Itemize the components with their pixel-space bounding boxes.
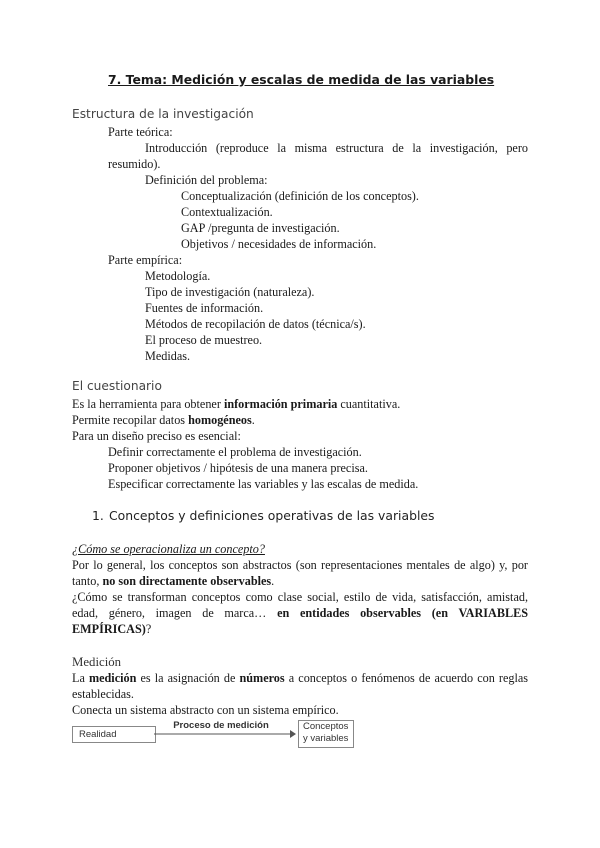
arrow-icon (154, 728, 296, 740)
arrow-label: Proceso de medición (173, 720, 269, 731)
list-item: Metodología. (145, 269, 211, 283)
question-heading: ¿Cómo se operacionaliza un concepto? (72, 542, 265, 556)
list-item: GAP /pregunta de investigación. (181, 221, 340, 235)
list-item: Definir correctamente el problema de investigación. (108, 445, 362, 459)
list-item: El proceso de muestreo. (145, 333, 263, 347)
paragraph-medicion: La medición es la asignación de números a conceptos o fenómenos de acuerdo con reglas establecidas. (72, 671, 529, 701)
list-item: Objetivos / necesidades de información. (181, 237, 377, 251)
list-item: Medidas. (145, 349, 191, 363)
intro-line-1: Introducción (reproduce la misma estructura de la investigación, pero (145, 141, 528, 155)
list-item: Especificar correctamente las variables y las escalas de medida. (108, 477, 419, 491)
list-item: Fuentes de información. (145, 301, 264, 315)
intro-line-2: resumido). (108, 157, 161, 171)
paragraph-transformacion: ¿Cómo se transforman conceptos como clase social, estilo de vida, satisfacción, amistad, edad, género, imagen de marca… en entidades observables (en VARIABLES EMPÍRICAS)? (72, 590, 528, 636)
list-item: Proponer objetivos / hipótesis de una manera precisa. (108, 461, 368, 475)
section-heading-conceptos: 1. Conceptos y definiciones operativas de las variables (92, 508, 435, 523)
list-item: Conceptualización (definición de los conceptos). (181, 189, 419, 203)
cuestionario-line-1: Es la herramienta para obtener información primaria cuantitativa. (72, 397, 401, 411)
parte-empirica-label: Parte empírica: (108, 253, 183, 267)
medicion-heading: Medición (72, 655, 122, 669)
list-item: Contextualización. (181, 205, 273, 219)
paragraph-conceptos: Por lo general, los conceptos son abstractos (son representaciones mentales de algo) y, por tanto, no son directamente observables. (72, 558, 528, 588)
page-title: 7. Tema: Medición y escalas de medida de las variables (108, 72, 495, 87)
conceptos-label: Conceptos (303, 721, 349, 732)
measurement-diagram (72, 720, 362, 750)
cuestionario-line-3: Para un diseño preciso es esencial: (72, 429, 241, 443)
list-item: Métodos de recopilación de datos (técnica/s). (145, 317, 366, 331)
paragraph-conecta: Conecta un sistema abstracto con un sistema empírico. (72, 703, 339, 717)
conceptos-variables-box (298, 720, 354, 748)
list-item: Tipo de investigación (naturaleza). (145, 285, 315, 299)
realidad-box: Realidad (72, 726, 156, 743)
section-heading-cuestionario: El cuestionario (72, 379, 162, 393)
cuestionario-line-2: Permite recopilar datos homogéneos. (72, 413, 255, 427)
parte-teorica-label: Parte teórica: (108, 125, 173, 139)
definicion-problema-label: Definición del problema: (145, 173, 268, 187)
variables-label: y variables (303, 733, 349, 744)
section-heading-estructura: Estructura de la investigación (72, 107, 254, 121)
